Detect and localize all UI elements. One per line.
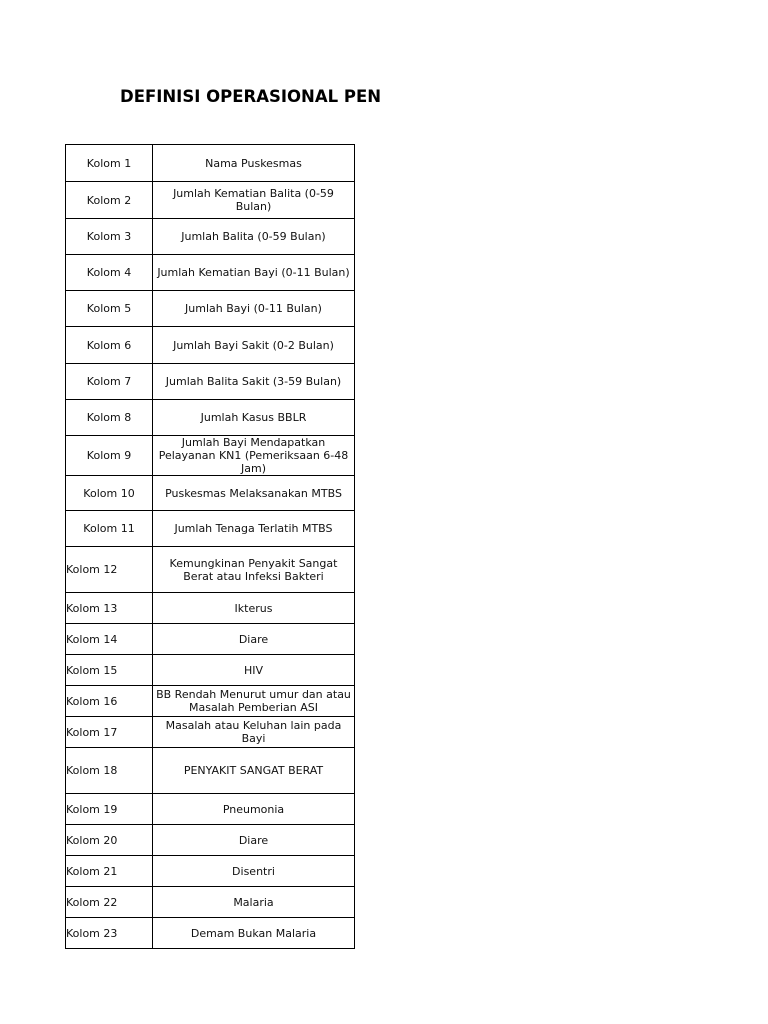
kolom-label-cell	[66, 145, 153, 182]
kolom-label: Kolom 6	[86, 338, 132, 352]
kolom-label-cell	[66, 655, 153, 686]
keterangan-cell	[153, 918, 355, 949]
kolom-label: Kolom 20	[66, 833, 118, 847]
table-row	[66, 825, 355, 856]
table-row	[66, 856, 355, 887]
keterangan-cell	[153, 856, 355, 887]
kolom-label-cell	[66, 624, 153, 655]
kolom-label-cell	[66, 219, 153, 255]
kolom-label: Kolom 16	[66, 694, 118, 708]
keterangan-cell	[153, 887, 355, 918]
table-row	[66, 686, 355, 717]
kolom-label: Kolom 7	[86, 375, 132, 388]
kolom-label-cell	[66, 476, 153, 511]
keterangan-text: Jumlah Kematian Balita (0-59 Bulan)	[173, 187, 334, 213]
keterangan-text: Pneumonia	[222, 802, 285, 816]
kolom-label: Kolom 10	[83, 486, 135, 500]
table-row	[66, 511, 355, 547]
kolom-label: Kolom 19	[66, 802, 118, 816]
table-row	[66, 182, 355, 219]
table-row	[66, 887, 355, 918]
kolom-label: Kolom 14	[66, 632, 118, 646]
kolom-label-cell	[66, 825, 153, 856]
table-row	[66, 436, 355, 476]
keterangan-text: Disentri	[232, 864, 275, 878]
keterangan-text: Malaria	[233, 895, 274, 909]
keterangan-text: Diare	[238, 833, 269, 847]
kolom-label: Kolom 9	[86, 449, 132, 462]
kolom-label-cell	[66, 887, 153, 918]
table-row	[66, 255, 355, 291]
table-row	[66, 291, 355, 327]
kolom-label-cell	[66, 547, 153, 593]
table-row	[66, 655, 355, 686]
keterangan-cell	[153, 145, 355, 182]
page-title: DEFINISI OPERASIONAL PEN	[120, 87, 382, 106]
table-row	[66, 794, 355, 825]
keterangan-cell	[153, 825, 355, 856]
keterangan-cell	[153, 182, 355, 219]
table-row	[66, 145, 355, 182]
kolom-label-cell	[66, 291, 153, 327]
keterangan-text: BB Rendah Menurut umur dan atau Masalah Pemberian ASI	[156, 688, 351, 714]
kolom-label-cell	[66, 436, 153, 476]
keterangan-cell	[153, 511, 355, 547]
keterangan-cell	[153, 748, 355, 794]
keterangan-cell	[153, 686, 355, 717]
kolom-label: Kolom 23	[66, 926, 118, 940]
keterangan-text: Kemungkinan Penyakit Sangat Berat atau Infeksi Bakteri	[169, 556, 338, 583]
kolom-label: Kolom 1	[86, 156, 132, 170]
kolom-label: Kolom 17	[66, 725, 118, 739]
kolom-label: Kolom 5	[86, 302, 132, 315]
definition-table-body	[66, 145, 355, 949]
keterangan-cell	[153, 794, 355, 825]
kolom-label-cell	[66, 400, 153, 436]
keterangan-text: Jumlah Balita Sakit (3-59 Bulan)	[165, 375, 342, 388]
keterangan-cell	[153, 400, 355, 436]
kolom-label: Kolom 15	[66, 663, 118, 677]
table-row	[66, 918, 355, 949]
table-row	[66, 624, 355, 655]
keterangan-text: HIV	[243, 663, 264, 677]
keterangan-cell	[153, 717, 355, 748]
keterangan-cell	[153, 655, 355, 686]
keterangan-cell	[153, 255, 355, 291]
kolom-label: Kolom 8	[86, 411, 132, 424]
keterangan-text: Jumlah Bayi Mendapatkan Pelayanan KN1 (Pemeriksaan 6-48 Jam)	[158, 436, 349, 475]
kolom-label-cell	[66, 327, 153, 364]
keterangan-text: Jumlah Bayi (0-11 Bulan)	[185, 302, 322, 315]
kolom-label: Kolom 12	[66, 563, 118, 576]
table-row	[66, 327, 355, 364]
kolom-label-cell	[66, 182, 153, 219]
keterangan-text: Jumlah Tenaga Terlatih MTBS	[174, 522, 333, 535]
keterangan-cell	[153, 593, 355, 624]
keterangan-text: Nama Puskesmas	[205, 156, 302, 170]
kolom-label: Kolom 18	[66, 764, 118, 777]
kolom-label: Kolom 21	[66, 864, 118, 878]
title-container	[120, 82, 382, 112]
kolom-label-cell	[66, 511, 153, 547]
kolom-label: Kolom 11	[83, 522, 135, 535]
kolom-label-cell	[66, 686, 153, 717]
keterangan-text: Demam Bukan Malaria	[190, 926, 317, 940]
kolom-label-cell	[66, 593, 153, 624]
kolom-label-cell	[66, 748, 153, 794]
keterangan-text: Puskesmas Melaksanakan MTBS	[165, 486, 342, 500]
keterangan-text: Diare	[238, 632, 269, 646]
table-row	[66, 364, 355, 400]
table-row	[66, 717, 355, 748]
kolom-label-cell	[66, 918, 153, 949]
keterangan-cell	[153, 219, 355, 255]
keterangan-text: Masalah atau Keluhan lain pada Bayi	[165, 719, 342, 745]
keterangan-text: Jumlah Kasus BBLR	[200, 411, 307, 424]
kolom-label: Kolom 4	[86, 266, 132, 279]
keterangan-cell	[153, 476, 355, 511]
kolom-label: Kolom 3	[86, 230, 132, 243]
table-row	[66, 400, 355, 436]
kolom-label: Kolom 22	[66, 895, 118, 909]
table-row	[66, 476, 355, 511]
keterangan-cell	[153, 547, 355, 593]
kolom-label-cell	[66, 364, 153, 400]
kolom-label: Kolom 2	[86, 193, 132, 207]
kolom-label-cell	[66, 794, 153, 825]
keterangan-text: Jumlah Bayi Sakit (0-2 Bulan)	[173, 338, 334, 352]
kolom-label: Kolom 13	[66, 601, 118, 615]
keterangan-text: Jumlah Kematian Bayi (0-11 Bulan)	[157, 266, 350, 279]
table-row	[66, 219, 355, 255]
keterangan-text: Jumlah Balita (0-59 Bulan)	[181, 230, 326, 243]
keterangan-cell	[153, 291, 355, 327]
keterangan-cell	[153, 327, 355, 364]
keterangan-cell	[153, 364, 355, 400]
definition-table	[65, 144, 355, 949]
kolom-label-cell	[66, 856, 153, 887]
keterangan-text: PENYAKIT SANGAT BERAT	[183, 764, 324, 777]
keterangan-cell	[153, 624, 355, 655]
kolom-label-cell	[66, 255, 153, 291]
keterangan-text: Ikterus	[234, 601, 273, 615]
kolom-label-cell	[66, 717, 153, 748]
table-row	[66, 547, 355, 593]
table-row	[66, 593, 355, 624]
keterangan-cell	[153, 436, 355, 476]
table-row	[66, 748, 355, 794]
